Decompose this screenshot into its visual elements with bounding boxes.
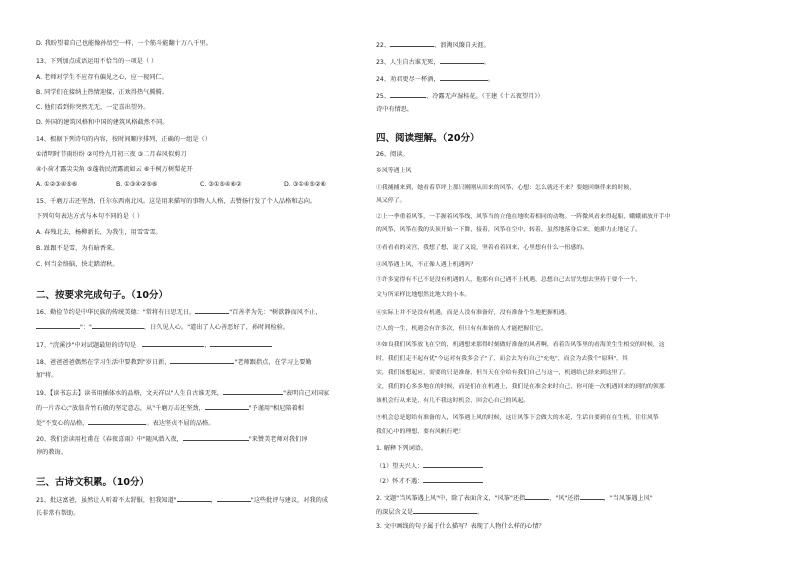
q14-line-2: ④小荷才露尖尖角 ⑤蓬勃民清露流如云 ⑥千树万树梨花开	[36, 166, 193, 173]
q19-text-d: "予谨用"相尼陪着相	[248, 405, 304, 412]
q19-text-a: 19、【读书忘去】读书用插体水的品格，文天祥以"人生自古谁无死，	[36, 390, 224, 397]
q15-stem-1: 15、千磨万击还坚劲，任尔东西南北风。这是用来描写的事物人人格，去赞扬行发了个人品格和志向。	[36, 198, 317, 205]
q16-text-d: ，日久见人心。"道出了人心善恶好了，孙时间检验。	[143, 324, 290, 331]
q22-blank[interactable]	[390, 40, 434, 47]
subq-1-1	[376, 461, 483, 471]
q18-blank[interactable]	[170, 357, 234, 364]
para-9a: ⑨机会总是愿给有准备的人，风筝遇上风的时候，这让风筝下会做大的水花，生话自要到在在生机，往往风筝	[376, 415, 659, 421]
q17-blank-1[interactable]	[142, 340, 204, 347]
subq-1-1-blank[interactable]	[423, 461, 483, 468]
q19-line-3	[36, 418, 214, 428]
subq-2-text-c: ，"当风筝遇上风"	[603, 495, 653, 502]
para-2b: 的风筝，风筝在我的头顶开始一下舞，接着，风筝在空中，转着，虽然地落身后来，她抑力止地足了。	[376, 227, 642, 233]
q13-option-b: B. 同学们在接纳上热情迎接，正欢得热气腾腾。	[36, 89, 168, 96]
q15-stem-2: 下列句句表达方式与本句不同的是（ ）	[36, 213, 144, 220]
q16-line-1	[36, 307, 322, 317]
q23-blank[interactable]	[440, 57, 484, 64]
q20-line-1	[36, 434, 307, 444]
section-4-title: 四、阅读理解。（20分）	[376, 133, 480, 144]
para-6: ⑥实际上并不是没有机遇，而是人没有准备好，没有准备个生地把握机遇。	[376, 310, 571, 316]
q18-line-2: 加"将。	[36, 372, 58, 379]
q21-text-b: ，	[210, 497, 217, 504]
para-4: ④风筝遇上风，不正像人遇上机遇吗？	[376, 262, 477, 268]
q19-blank-1[interactable]	[223, 388, 283, 395]
subq-3: 3. 文中画线的句子属于什么描写？表现了人物什么样的心情？	[376, 523, 545, 530]
q13-option-d: D. 外国的建筑风格和中国的建筑风格截然不同。	[36, 119, 169, 126]
subq-2-text-d: 的深层含义是	[376, 509, 414, 516]
q24-blank[interactable]	[440, 74, 488, 81]
q26-stem: 26、阅读。	[376, 151, 409, 158]
q16-text-a: 16、勤俭节约是中华民族的传统美德："常将有日思无日，	[36, 309, 196, 316]
q19-text-c: 的一片赤心;"放翁肯竹石般的坚定意志，从"千磨万击还坚劲，	[36, 405, 205, 412]
para-8d: 文，我们的心多多地在的时候，而是们在在机遇上，我们是在准会来时自己，你可能一次机遇回来的到的的领那	[376, 384, 665, 390]
q13-stem: 13、下列加点成语运用不恰当的一项是（ ）	[36, 58, 158, 65]
section-2-title: 二、按要求完成句子。（10分）	[36, 290, 168, 301]
q19-blank-3[interactable]	[88, 418, 146, 425]
subq-2-blank-1[interactable]	[525, 493, 549, 500]
q14-stem: 14、根据下列诗句的内容，按时间顺序排列，正确的一组是（）	[36, 136, 211, 143]
q20-text-a: 20、我们尝读用杜甫在《春夜喜雨》中"随风潜入夜，	[36, 436, 183, 443]
para-8c: 实，我们该想起应，需要的只是准备，但当天在全给有我们自己与这一，机遇给已经来到这里了。	[376, 370, 630, 376]
subq-1: 1. 解释下列词语。	[376, 445, 428, 452]
q22-line	[376, 40, 490, 50]
q19-line-1	[36, 388, 329, 398]
q20-text-b: "来赞美老师对我们谆	[248, 436, 308, 443]
q23-line: 23、人生自古谁无死， 。	[376, 59, 490, 66]
subq-2-text-a: 2. 文题"当风筝遇上风"中，除了表面含义，"风筝"还指	[376, 495, 526, 502]
section-3-title: 三、古诗文积累。（10分）	[36, 477, 149, 488]
para-8e: 该机会行从来是，有几不我这时机会，回会心自己的风起。	[376, 398, 530, 404]
subq-1-1-text: （1）望天兴人：	[376, 463, 424, 470]
q14-option-a: A. ①②③④⑤⑥	[36, 181, 78, 188]
q16-blank-1[interactable]	[195, 307, 229, 314]
para-8b: 时，我们们走不起有优"今运对有我多会子"了，而会去为有自己"充电"，而会为去我个"原料"，其	[376, 356, 628, 362]
q17-blank-2[interactable]	[210, 340, 272, 347]
q20-blank[interactable]	[183, 434, 249, 441]
q12-option-d: D. 我盼望着自己也能像孙悟空一样，一个筋斗能翻十万八千里。	[36, 40, 212, 47]
para-9b: 我们心中的理想，要有风帆行吧！	[376, 429, 465, 435]
q21-text-a: 21、批这富爸，虽然让人听着不太舒服，但我知道"	[36, 497, 177, 504]
para-2a: ②上一季重着风筝，一手握着风筝线，风筝当的立他在地吹着相同的动物。一阵微风看来得起船，蛾蛾裙放开手中	[376, 214, 671, 220]
q21-blank-1[interactable]	[177, 495, 211, 502]
subq-1-2-blank[interactable]	[423, 476, 483, 483]
q16-line-2	[36, 322, 289, 332]
q19-text-e: 处"不变心的品格，	[36, 420, 89, 427]
q18-line-1	[36, 357, 312, 367]
q19-text-f: 。表达坚贞不屈的品格。	[146, 420, 215, 427]
q16-text-b: "百善孝为先："树欲静而风不止，	[229, 309, 322, 316]
q21-text-c: "这些批评与建议，对我的成	[250, 497, 328, 504]
q16-text-c: "："	[80, 324, 92, 331]
q14-option-d: D. ③①④⑤②⑥	[284, 181, 326, 188]
subq-2-blank-3[interactable]	[413, 507, 477, 514]
q24-text: 24、劝君更尽一杯酒，	[376, 76, 440, 83]
q21-line-2: 长非常有帮助。	[36, 510, 80, 517]
q14-option-c: C. ③①⑤④⑥②	[200, 181, 242, 188]
subq-1-2	[376, 476, 483, 486]
q25-line	[376, 91, 544, 101]
para-1b: 风又停了。	[376, 198, 406, 204]
q25-line-2: 诗中有情思，	[376, 106, 414, 113]
subq-1-2-text: （2）怀才不遇：	[376, 478, 424, 485]
q25-blank[interactable]	[390, 91, 426, 98]
para-5a: ⑤许多觉得有不已不是没有机遇的人，他那有自己遇不上机遇，总想自己去冒失想去坚持于要个一个，	[376, 277, 642, 283]
q15-option-c: C. 何当金络脑，快走踏清秋。	[36, 261, 119, 268]
q21-line-1	[36, 495, 328, 505]
q24-line: 24、劝君更尽一杯酒， 。	[376, 76, 494, 83]
q15-option-a: A. 春残北去，杨柳新长，为我生，用雪雪雪。	[36, 229, 162, 236]
subq-2-line-2: 的深层含义是 。	[376, 509, 484, 516]
subq-2-blank-2[interactable]	[580, 493, 604, 500]
q13-option-c: C. 他们看到你突然无无，一定喜出望外。	[36, 104, 150, 111]
q25-text: ，冷露无声湿桂花。（王建《十五夜望月》）	[426, 93, 544, 100]
q23-text: 23、人生自古谁无死，	[376, 59, 440, 66]
para-7: ⑦人的一生，机遇会有许多次，但只有有准备的人才能把握住它。	[376, 326, 547, 332]
para-1a: ①我捕捕来到，她看着草坪上那只刚刚从田来的风筝，心想：怎么就还不来？要她回继伴来的时候，	[376, 185, 636, 191]
q20-line-2: 谆的教诲。	[36, 449, 67, 456]
para-8a: ⑧如良我们风筝放飞在空的，机遇想来那得时刻做好准备的风者啊，看着告风筝里的看海美生生相交的时候，这	[376, 342, 665, 348]
q19-text-b: "表明自己对国家	[283, 390, 330, 397]
q25-number: 25、	[376, 93, 391, 100]
q16-blank-2[interactable]	[36, 322, 80, 329]
q14-option-b: B. ①③④②⑤⑥	[116, 181, 158, 188]
q22-text: ，浪淘风簸自天涯。	[434, 42, 490, 49]
subq-2-line-1	[376, 493, 653, 503]
q21-blank-2[interactable]	[217, 495, 251, 502]
article-title: 乡风等遇上风	[376, 168, 412, 174]
q13-option-a: A. 老师对学生不应存有偏见之心，应一视同仁。	[36, 74, 168, 81]
q19-line-2	[36, 403, 304, 413]
q17-line: 17、"浣溪沙"中对试题最短的诗句是 ，	[36, 340, 272, 350]
q18-text-a: 18、爸爸爸爸偶然在学习生活中要教到"岁日新，	[36, 359, 171, 366]
q19-blank-2[interactable]	[205, 403, 249, 410]
q14-line-1: ①清明时节雨纷纷 ②可怜九月初三夜 ③二月春风似剪刀	[36, 151, 187, 158]
para-3: ③看看看的灵宫，我想了想，说了又说，坚着看着回来，心里想有什么一扭感的。	[376, 245, 589, 251]
q22-number: 22、	[376, 42, 391, 49]
q15-option-b: B. 趾跟不是雪，为有暗香来。	[36, 245, 119, 252]
subq-2-text-b: ，"风"还指	[549, 495, 580, 502]
q16-blank-3[interactable]	[92, 322, 144, 329]
para-5b: 文与所采样比地想然比地大的小本。	[376, 292, 471, 298]
q18-text-b: "老师跟指点，在学习上要勤	[234, 359, 312, 366]
q17-text: 17、"浣溪沙"中对试题最短的诗句是	[36, 342, 137, 349]
